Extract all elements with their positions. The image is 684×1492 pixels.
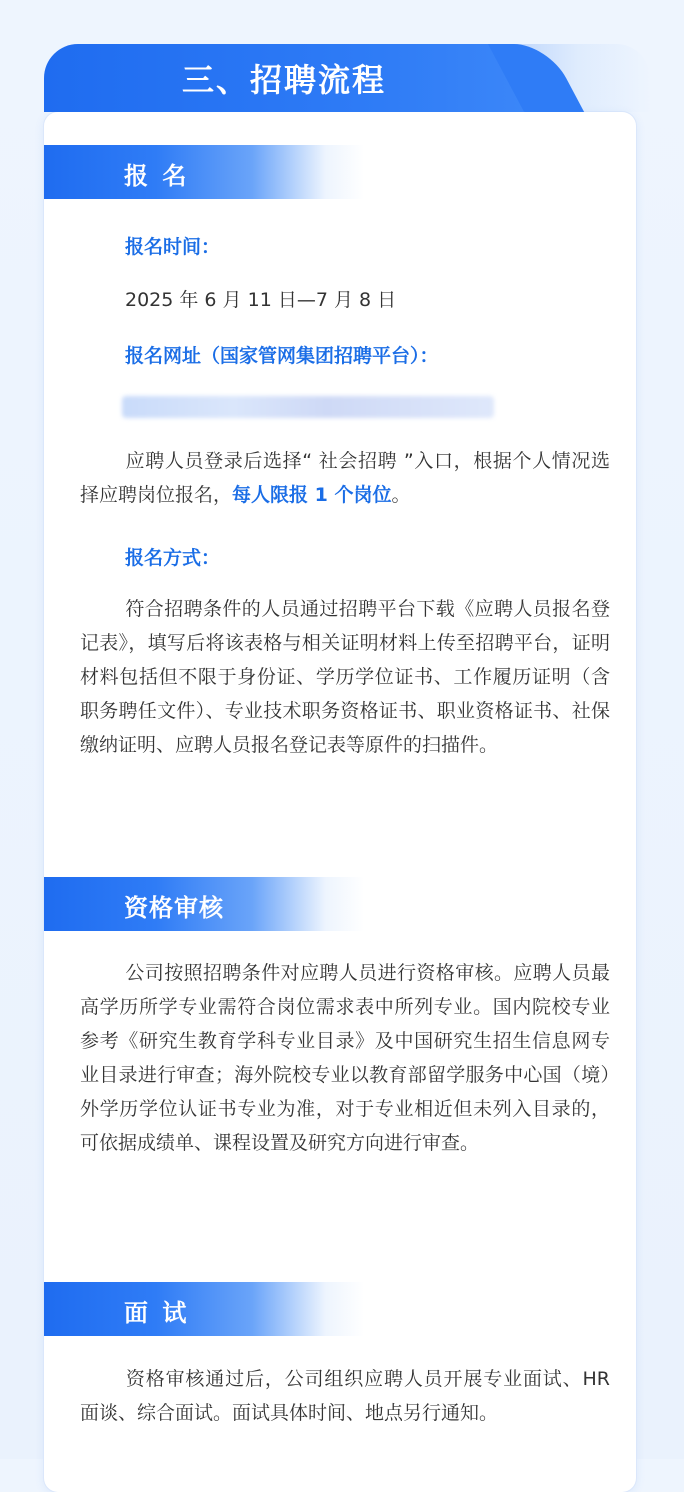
interview-text: 资格审核通过后，公司组织应聘人员开展专业面试、HR 面谈、综合面试。面试具体时间、地点另行通知。: [80, 1368, 610, 1424]
section-title-registration: 报 名: [124, 162, 190, 190]
registration-method-text: 符合招聘条件的人员通过招聘平台下载《应聘人员报名登记表》，填写后将该表格与相关证明材料上传至招聘平台，证明材料包括但不限于身份证、学历学位证书、工作履历证明（含职务聘任文件）、专业技术职务资格证书、职业资格证书、社保缴纳证明、应聘人员报名登记表等原件的扫描件。: [80, 598, 610, 756]
registration-limit-highlight: 每人限报 1 个岗位: [232, 484, 392, 506]
registration-time-value: 2025 年 6 月 11 日—7 月 8 日: [125, 289, 397, 311]
qualification-text: 公司按照招聘条件对应聘人员进行资格审核。应聘人员最高学历所学专业需符合岗位需求表中所列专业。国内院校专业参考《研究生教育学科专业目录》及中国研究生招生信息网专业目录进行审查；海外院校专业以教育部留学服务中心国（境）外学历学位认证书专业为准，对于专业相近但未列入目录的，可依据成绩单、课程设置及研究方向进行审查。: [80, 962, 610, 1154]
registration-instructions-text: 应聘人员登录后选择“ 社会招聘 ”入口，根据个人情况选择应聘岗位报名，: [80, 450, 610, 506]
registration-method-label: 报名方式：: [125, 547, 221, 569]
registration-time-label: 报名时间：: [125, 236, 221, 258]
section-header-qualification: [44, 877, 364, 931]
blurred-registration-url: [122, 396, 494, 418]
interview-paragraph: [80, 1362, 610, 1430]
registration-instructions: [80, 444, 610, 512]
section-header-registration: [44, 145, 364, 199]
registration-instructions-end: 。: [391, 484, 411, 506]
registration-url-label: 报名网址（国家管网集团招聘平台）：: [125, 345, 439, 367]
section-header-interview: [44, 1282, 364, 1336]
registration-method-paragraph: [80, 592, 610, 762]
section-title-qualification: 资格审核: [124, 894, 224, 922]
section-title-interview: 面 试: [124, 1299, 190, 1327]
page-title: 三、招聘流程: [182, 61, 387, 99]
qualification-paragraph: [80, 956, 610, 1160]
